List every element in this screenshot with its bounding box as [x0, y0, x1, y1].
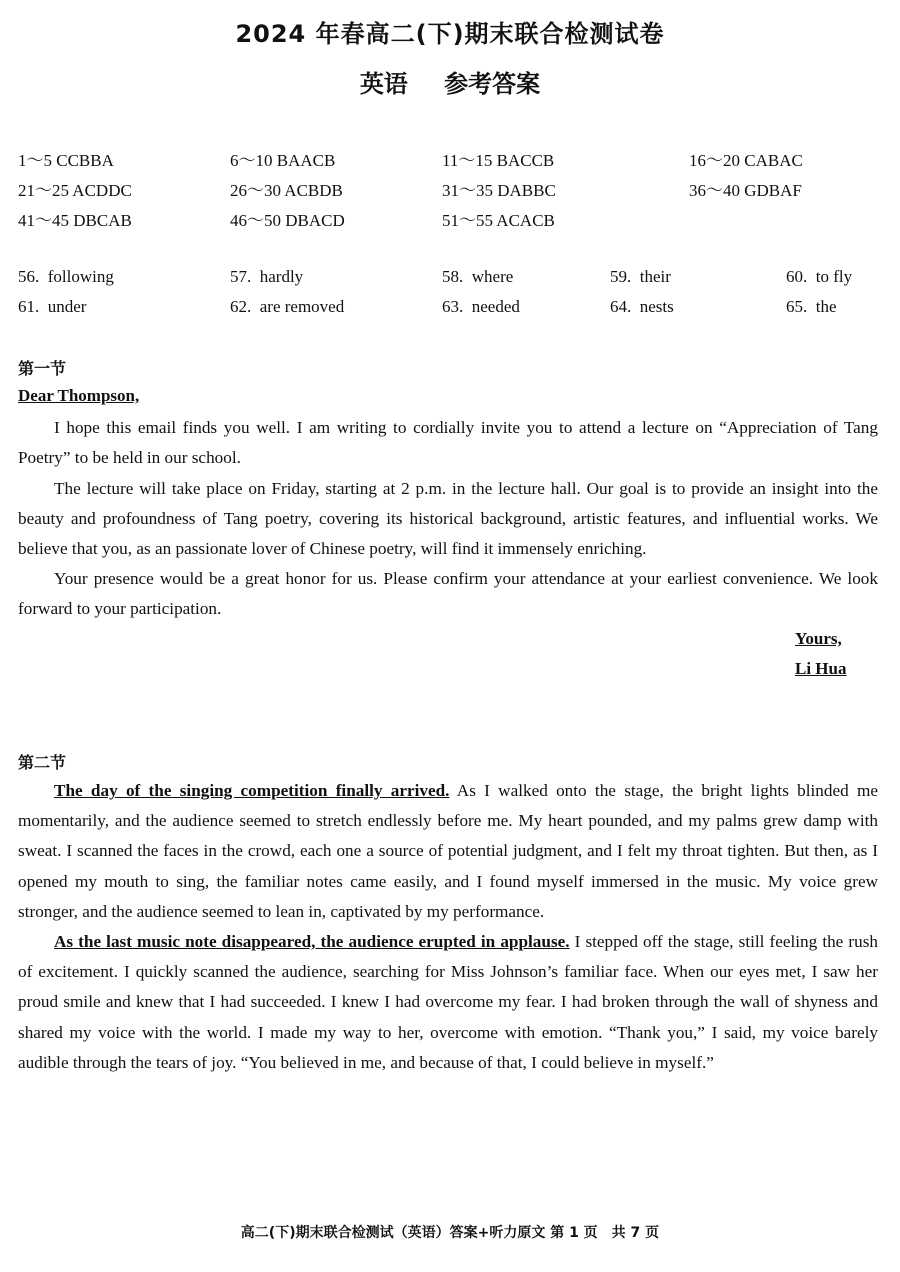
letter-paragraph: The lecture will take place on Friday, starting at 2 p.m. in the lecture hall. Our goal is to provide an insight into the beauty and profoundness of Tang poetry, covering its historical background, artistic features, and influential works. We believe that you, as an passionate lover of Chinese poetry, will find it immensely enriching.	[18, 479, 878, 559]
answer-group: 21～25 ACDDC	[18, 181, 132, 200]
answer-item	[18, 267, 114, 287]
question-number: 62.	[230, 297, 252, 316]
story-paragraph	[18, 927, 878, 1078]
question-number: 57.	[230, 267, 252, 286]
answer-text: nests	[639, 297, 674, 316]
answer-item	[442, 267, 513, 287]
answer-group: 36～40 GDBAF	[689, 181, 802, 200]
story-paragraph	[18, 776, 878, 927]
given-opening-sentence: The day of the singing competition finally arrived.	[54, 781, 450, 800]
answer-group: 16～20 CABAC	[689, 151, 803, 170]
paragraph-body: As I walked onto the stage, the bright lights blinded me momentarily, and the audience seemed to stretch endlessly before me. My heart pounded, and my palms grew damp with sweat. I scanned the faces in the crowd, each one a source of potential judgment, and I felt my throat tighten. But then, as I opened my mouth to sing, the familiar notes came easily, and I found myself immersed in the music. My voice grew stronger, and the audience seemed to lean in, captivated by my performance.	[18, 781, 878, 921]
given-opening-sentence: As the last music note disappeared, the audience erupted in applause.	[54, 932, 570, 951]
answer-text: their	[639, 267, 671, 286]
section-heading: 第一节	[18, 359, 67, 378]
answer-group: 1～5 CCBBA	[18, 151, 114, 170]
answer-group: 46～50 DBACD	[230, 211, 345, 230]
answer-item	[786, 297, 837, 317]
answer-item	[610, 267, 671, 287]
answer-group: 51～55 ACACB	[442, 211, 555, 230]
page-title: 2024 年春高二(下)期末联合检测试卷	[235, 20, 665, 48]
question-number: 59.	[610, 267, 632, 286]
answer-item	[610, 297, 674, 317]
question-number: 63.	[442, 297, 464, 316]
page-footer: 高二(下)期末联合检测试（英语）答案+听力原文 第 1 页 共 7 页	[240, 1225, 660, 1241]
question-number: 58.	[442, 267, 464, 286]
answer-item	[442, 297, 520, 317]
answer-item	[230, 297, 344, 317]
question-number: 61.	[18, 297, 40, 316]
answer-item	[786, 267, 852, 287]
answer-group: 26～30 ACBDB	[230, 181, 343, 200]
answer-group: 6～10 BAACB	[230, 151, 336, 170]
letter-salutation: Dear Thompson,	[18, 386, 140, 405]
answer-text: under	[47, 297, 87, 316]
answer-text: the	[815, 297, 837, 316]
answer-group: 31～35 DABBC	[442, 181, 556, 200]
question-number: 64.	[610, 297, 632, 316]
answer-group: 11～15 BACCB	[442, 151, 555, 170]
question-number: 60.	[786, 267, 808, 286]
letter-closing: Yours,	[795, 629, 842, 648]
answer-item	[230, 267, 303, 287]
answer-text: needed	[471, 297, 520, 316]
answer-text: hardly	[259, 267, 304, 286]
letter-paragraph: Your presence would be a great honor for us. Please confirm your attendance at your earliest convenience. We look forward to your participation.	[18, 569, 878, 619]
subject-label: 英语	[359, 70, 408, 98]
answer-text: where	[471, 267, 514, 286]
paragraph-body: I stepped off the stage, still feeling the rush of excitement. I quickly scanned the audience, searching for Miss Johnson’s familiar face. When our eyes met, I saw her proud smile and knew that I had succeeded. I knew I had overcome my fear. I had broken through the wall of shyness and shared my voice with the world. I made my way to her, overcome with emotion. “Thank you,” I said, my voice barely audible through the tears of joy. “You believed in me, and because of that, I could believe in myself.”	[18, 932, 878, 1072]
answer-text: are removed	[259, 297, 345, 316]
answer-group: 41～45 DBCAB	[18, 211, 132, 230]
section-heading: 第二节	[18, 753, 67, 772]
letter-paragraph: I hope this email finds you well. I am writing to cordially invite you to attend a lecture on “Appreciation of Tang Poetry” to be held in our school.	[18, 418, 878, 468]
answer-text: to fly	[815, 267, 853, 286]
answer-item	[18, 297, 86, 317]
letter-signature: Li Hua	[795, 659, 847, 678]
page-subtitle	[0, 64, 900, 99]
answer-text: following	[47, 267, 114, 286]
question-number: 65.	[786, 297, 808, 316]
answer-key-label: 参考答案	[444, 70, 541, 98]
question-number: 56.	[18, 267, 40, 286]
